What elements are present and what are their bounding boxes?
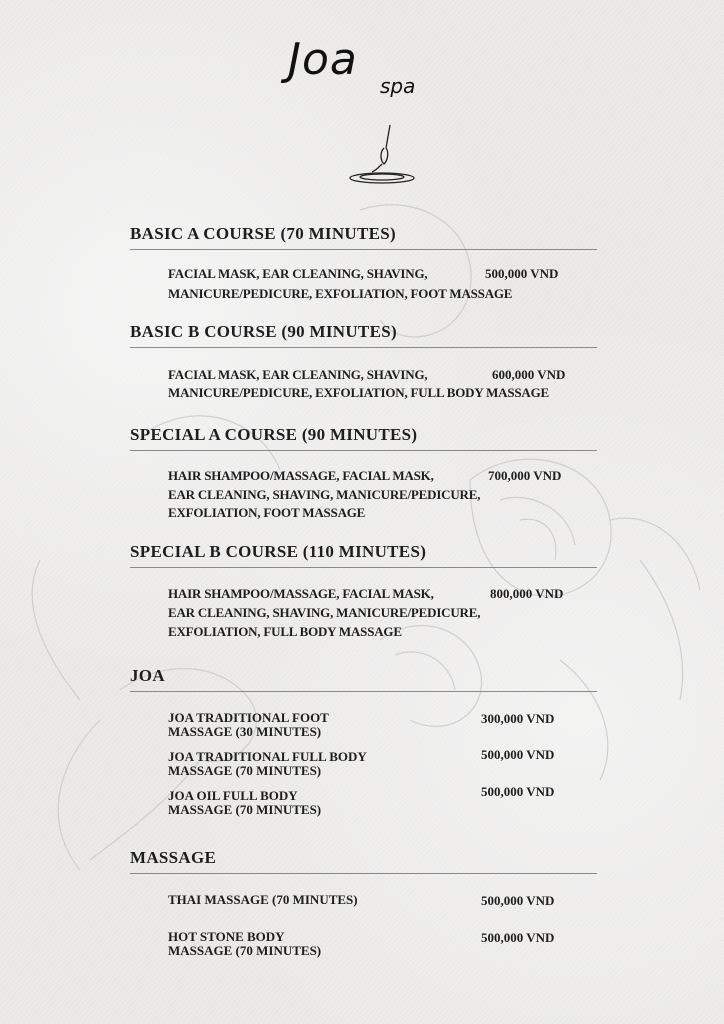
special-a-line1: HAIR SHAMPOO/MASSAGE, FACIAL MASK,	[168, 468, 434, 483]
basic-a-price: 500,000 VND	[485, 266, 559, 281]
special-b-price: 800,000 VND	[490, 586, 564, 601]
joa-title: JOA	[130, 666, 597, 692]
joa-item-3-name: JOA OIL FULL BODY MASSAGE (70 MINUTES)	[168, 788, 322, 817]
special-b-line2: EAR CLEANING, SHAVING, MANICURE/PEDICURE,	[168, 605, 481, 620]
basic-b-price: 600,000 VND	[492, 367, 566, 382]
massage-item-2-price: 500,000 VND	[481, 930, 555, 945]
special-a-line2: EAR CLEANING, SHAVING, MANICURE/PEDICURE,	[168, 487, 481, 502]
basic-a-line1: FACIAL MASK, EAR CLEANING, SHAVING,	[168, 266, 428, 281]
basic-b-title: BASIC B COURSE (90 MINUTES)	[130, 322, 597, 348]
basic-a-title: BASIC A COURSE (70 MINUTES)	[130, 224, 597, 250]
joa-item-2-name: JOA TRADITIONAL FULL BODY MASSAGE (70 MINUTES)	[168, 749, 367, 778]
joa-spa-logo	[280, 30, 450, 190]
special-b-line3: EXFOLIATION, FULL BODY MASSAGE	[168, 624, 402, 639]
massage-item-1-price: 500,000 VND	[481, 893, 555, 908]
joa-item-3-price: 500,000 VND	[481, 784, 555, 799]
basic-b-line2: MANICURE/PEDICURE, EXFOLIATION, FULL BODY MASSAGE	[168, 385, 549, 400]
logo-subtitle: spa	[380, 74, 416, 98]
massage-title: MASSAGE	[130, 848, 597, 874]
special-a-price: 700,000 VND	[488, 468, 562, 483]
logo-wordmark: Joa	[288, 34, 358, 85]
bowl-spoon-icon	[340, 120, 420, 190]
special-a-line3: EXFOLIATION, FOOT MASSAGE	[168, 505, 366, 520]
basic-b-line1: FACIAL MASK, EAR CLEANING, SHAVING,	[168, 367, 428, 382]
joa-item-1-name: JOA TRADITIONAL FOOT MASSAGE (30 MINUTES)	[168, 710, 329, 739]
joa-item-2-price: 500,000 VND	[481, 747, 555, 762]
special-a-title: SPECIAL A COURSE (90 MINUTES)	[130, 425, 597, 451]
joa-item-1-price: 300,000 VND	[481, 711, 555, 726]
special-b-line1: HAIR SHAMPOO/MASSAGE, FACIAL MASK,	[168, 586, 434, 601]
special-b-title: SPECIAL B COURSE (110 MINUTES)	[130, 542, 597, 568]
basic-a-line2: MANICURE/PEDICURE, EXFOLIATION, FOOT MASSAGE	[168, 286, 513, 301]
massage-item-1-name: THAI MASSAGE (70 MINUTES)	[168, 892, 358, 907]
massage-item-2-name: HOT STONE BODY MASSAGE (70 MINUTES)	[168, 929, 322, 958]
